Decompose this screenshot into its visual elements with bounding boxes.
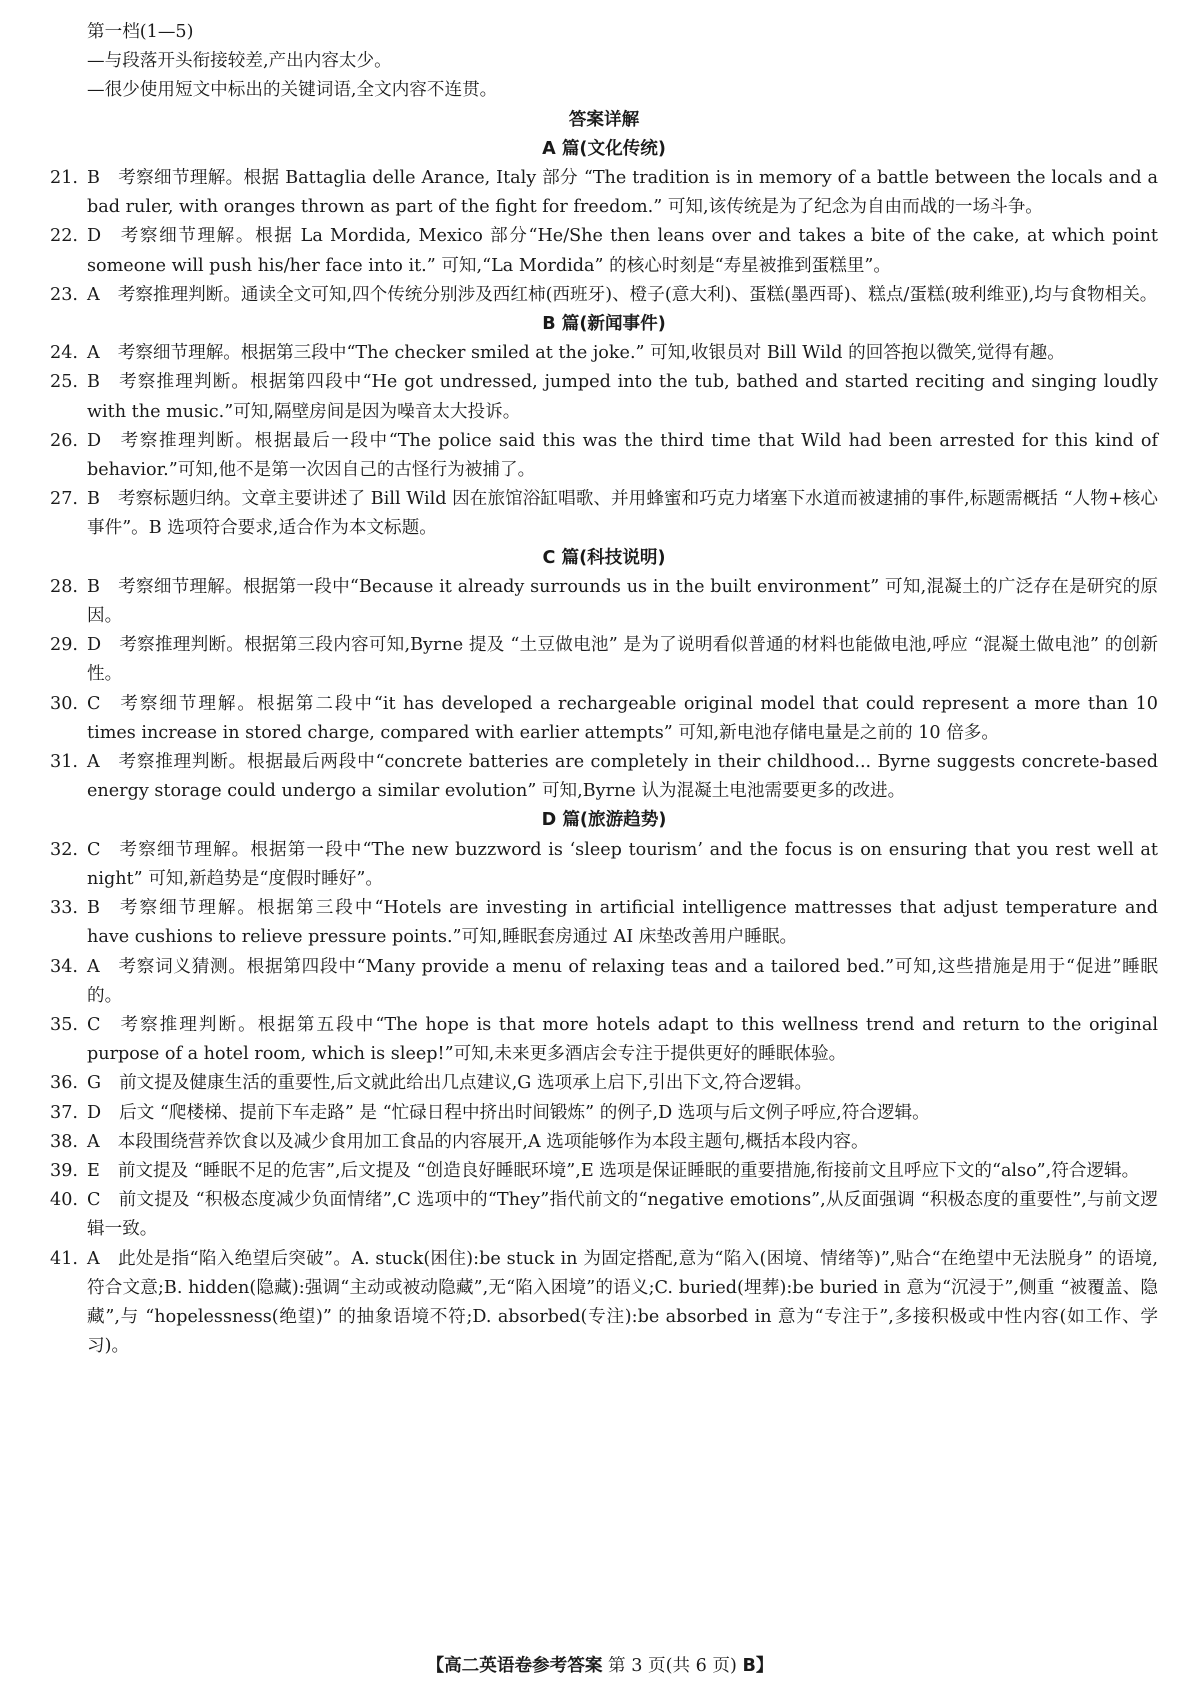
answer-letter: D	[87, 635, 102, 656]
document-body	[50, 18, 1158, 1361]
answer-body	[87, 427, 1158, 485]
answer-letter: C	[87, 693, 101, 714]
explanation-text: 考察推理判断。根据最后一段中“The police said this was the third time that Wild had been arrested for this kind of behavior.”可知,他不是第一次因自己的古怪行为被捕了。	[87, 430, 1158, 481]
answer-body	[87, 1245, 1158, 1362]
explanation-text: 考察细节理解。根据第一段中“The new buzzword is ‘sleep tourism’ and the focus is on ensuring that you rest well at night” 可知,新趋势是“度假时睡好”。	[87, 839, 1158, 889]
answer-letter: C	[87, 1014, 101, 1035]
answer-letter: C	[87, 839, 101, 860]
explanation-text: 考察细节理解。根据第一段中“Because it already surrounds us in the built environment” 可知,混凝土的广泛存在是研究的原因。	[87, 576, 1158, 627]
question-number: 25.	[50, 372, 78, 393]
explanation-text: 考察细节理解。根据 Battaglia delle Arance, Italy 部分 “The tradition is in memory of a battle between the locals and a bad ruler, with oranges thrown as part of the fight for freedom.” 可知,该传统是为了纪念为自由而战的一场斗争。	[87, 168, 1158, 218]
answer-body	[87, 339, 1158, 368]
answer-item	[50, 485, 1158, 543]
intro-line: —与段落开头衔接较差,产出内容太少。	[87, 51, 392, 72]
explanation-text: 后文 “爬楼梯、提前下车走路” 是 “忙碌日程中挤出时间锻炼” 的例子,D 选项与后文例子呼应,符合逻辑。	[119, 1102, 930, 1123]
question-number: 40.	[50, 1190, 78, 1211]
answer-item	[50, 1186, 1158, 1244]
answer-item	[50, 1128, 1158, 1157]
answer-body	[87, 485, 1158, 543]
question-number: 35.	[50, 1014, 78, 1035]
footer-version: B】	[742, 1656, 774, 1676]
page-footer	[0, 1652, 1200, 1677]
explanation-text: 考察细节理解。根据 La Mordida, Mexico 部分“He/She then leans over and takes a bite of the cake, at which point someone will push his/her face into it.” 可知,“La Mordida” 的核心时刻是“寿星被推到蛋糕里”。	[87, 226, 1158, 276]
question-number: 24.	[50, 343, 78, 364]
answer-body	[87, 222, 1158, 280]
answer-body	[87, 1069, 1158, 1098]
question-number: 28.	[50, 576, 78, 597]
answer-body	[87, 690, 1158, 748]
question-number: 41.	[50, 1248, 78, 1269]
answer-letter: D	[87, 226, 102, 247]
question-number: 27.	[50, 489, 78, 510]
question-number: 37.	[50, 1102, 78, 1123]
answer-item	[50, 1069, 1158, 1098]
intro-line: —很少使用短文中标出的关键词语,全文内容不连贯。	[87, 80, 498, 101]
answer-body	[87, 1128, 1158, 1157]
question-number: 38.	[50, 1131, 78, 1152]
answer-body	[87, 1186, 1158, 1244]
answer-body	[87, 894, 1158, 952]
section-heading: A 篇(文化传统)	[542, 138, 666, 159]
answer-letter: B	[87, 372, 100, 393]
section-heading: C 篇(科技说明)	[542, 547, 666, 568]
answer-letter: D	[87, 430, 102, 451]
answer-letter: G	[87, 1073, 102, 1094]
answer-item	[50, 836, 1158, 894]
question-number: 22.	[50, 226, 78, 247]
answer-item	[50, 1011, 1158, 1069]
explanation-text: 考察细节理解。根据第三段中“Hotels are investing in artificial intelligence mattresses that adjust temperature and have cushions to relieve pressure points.”可知,睡眠套房通过 AI 床垫改善用户睡眠。	[87, 898, 1158, 948]
answer-body	[87, 836, 1158, 894]
question-number: 29.	[50, 635, 78, 656]
answer-item	[50, 631, 1158, 689]
answer-item	[50, 953, 1158, 1011]
explanation-text: 考察推理判断。根据最后两段中“concrete batteries are completely in their childhood... Byrne suggests concrete-based energy storage could undergo a similar evolution” 可知,Byrne 认为混凝土电池需要更多的改进。	[87, 752, 1158, 802]
answer-item	[50, 573, 1158, 631]
answer-item	[50, 1099, 1158, 1128]
answer-body	[87, 1157, 1158, 1186]
answer-item	[50, 164, 1158, 222]
answer-body	[87, 748, 1158, 806]
explanation-text: 本段围绕营养饮食以及减少食用加工食品的内容展开,A 选项能够作为本段主题句,概括本段内容。	[117, 1131, 869, 1152]
question-number: 39.	[50, 1160, 78, 1181]
answer-item	[50, 222, 1158, 280]
answer-body	[87, 631, 1158, 689]
explanation-text: 前文提及 “睡眠不足的危害”,后文提及 “创造良好睡眠环境”,E 选项是保证睡眠的重要措施,衔接前文且呼应下文的“also”,符合逻辑。	[117, 1160, 1140, 1181]
explanation-text: 考察推理判断。根据第五段中“The hope is that more hotels adapt to this wellness trend and return to the original purpose of a hotel room, which is sleep!”可知,未来更多酒店会专注于提供更好的睡眠体验。	[87, 1014, 1158, 1065]
intro-line: 第一档(1—5)	[87, 22, 194, 42]
answer-body	[87, 164, 1158, 222]
explanation-text: 前文提及 “积极态度减少负面情绪”,C 选项中的“They”指代前文的“negative emotions”,从反面强调 “积极态度的重要性”,与前文逻辑一致。	[87, 1190, 1158, 1240]
answer-item	[50, 339, 1158, 368]
explanation-text: 考察标题归纳。文章主要讲述了 Bill Wild 因在旅馆浴缸唱歌、并用蜂蜜和巧克力堵塞下水道而被逮捕的事件,标题需概括 “人物+核心事件”。B 选项符合要求,适合作为本文标题。	[87, 489, 1158, 539]
question-number: 33.	[50, 898, 78, 919]
question-number: 30.	[50, 693, 78, 714]
answer-sections	[50, 135, 1158, 1362]
answer-item	[50, 894, 1158, 952]
explanation-text: 考察推理判断。根据第三段内容可知,Byrne 提及 “土豆做电池” 是为了说明看似普通的材料也能做电池,呼应 “混凝土做电池” 的创新性。	[87, 635, 1158, 685]
answer-letter: D	[87, 1102, 102, 1123]
answer-letter: C	[87, 1190, 101, 1211]
answer-letter: B	[87, 576, 100, 597]
answer-item	[50, 281, 1158, 310]
question-number: 31.	[50, 752, 78, 773]
answer-item	[50, 1157, 1158, 1186]
question-number: 36.	[50, 1073, 78, 1094]
answer-item	[50, 1245, 1158, 1362]
answer-item	[50, 368, 1158, 426]
answer-letter: A	[87, 1248, 100, 1269]
footer-title: 【高二英语卷参考答案	[426, 1656, 603, 1676]
answer-letter: B	[87, 489, 100, 510]
explanation-text: 考察推理判断。通读全文可知,四个传统分别涉及西红柿(西班牙)、橙子(意大利)、蛋糕(墨西哥)、糕点/蛋糕(玻利维亚),均与食物相关。	[117, 284, 1158, 305]
answer-body	[87, 1099, 1158, 1128]
question-number: 21.	[50, 168, 78, 189]
answer-letter: B	[87, 168, 100, 189]
question-number: 23.	[50, 284, 78, 305]
answer-letter: A	[87, 343, 100, 364]
answer-body	[87, 281, 1158, 310]
answer-letter: A	[87, 284, 100, 305]
explanation-text: 考察细节理解。根据第二段中“it has developed a rechargeable original model that could represent a more than 10 times increase in stored charge, compared with earlier attempts” 可知,新电池存储电量是之前的 10 倍多。	[87, 693, 1158, 743]
explanation-text: 考察细节理解。根据第三段中“The checker smiled at the joke.” 可知,收银员对 Bill Wild 的回答抱以微笑,觉得有趣。	[117, 343, 1065, 364]
answer-letter: A	[87, 1131, 100, 1152]
section-heading: D 篇(旅游趋势)	[541, 810, 667, 831]
explanation-text: 考察词义猜测。根据第四段中“Many provide a menu of relaxing teas and a tailored bed.”可知,这些措施是用于“促进”睡眠的。	[87, 956, 1158, 1006]
answer-letter: A	[87, 956, 100, 977]
answer-body	[87, 1011, 1158, 1069]
answer-body	[87, 953, 1158, 1011]
question-number: 32.	[50, 839, 78, 860]
answer-letter: E	[87, 1160, 100, 1181]
answer-body	[87, 368, 1158, 426]
footer-page-number: 第 3 页(共 6 页)	[608, 1656, 737, 1676]
answer-item	[50, 748, 1158, 806]
question-number: 34.	[50, 956, 78, 977]
answer-body	[87, 573, 1158, 631]
answer-item	[50, 427, 1158, 485]
answer-letter: B	[87, 898, 100, 919]
question-number: 26.	[50, 430, 78, 451]
explanation-text: 考察推理判断。根据第四段中“He got undressed, jumped into the tub, bathed and started reciting and singing loudly with the music.”可知,隔壁房间是因为噪音太大投诉。	[87, 372, 1158, 422]
explanation-text: 此处是指“陷入绝望后突破”。A. stuck(困住):be stuck in 为固定搭配,意为“陷入(困境、情绪等)”,贴合“在绝望中无法脱身” 的语境,符合文意;B. hidden(隐藏):强调“主动或被动隐藏”,无“陷入困境”的语义;C. buried(埋葬):be buried in 意为“沉浸于”,侧重 “被覆盖、隐藏”,与 “hopelessness(绝望)” 的抽象语境不符;D. absorbed(专注):be absorbed in 意为“专注于”,多接积极或中性内容(如工作、学习)。	[87, 1248, 1158, 1357]
explanation-text: 前文提及健康生活的重要性,后文就此给出几点建议,G 选项承上启下,引出下文,符合逻辑。	[119, 1073, 813, 1094]
answers-title: 答案详解	[568, 109, 640, 130]
section-heading: B 篇(新闻事件)	[542, 314, 666, 335]
answer-item	[50, 690, 1158, 748]
answer-letter: A	[87, 752, 100, 773]
